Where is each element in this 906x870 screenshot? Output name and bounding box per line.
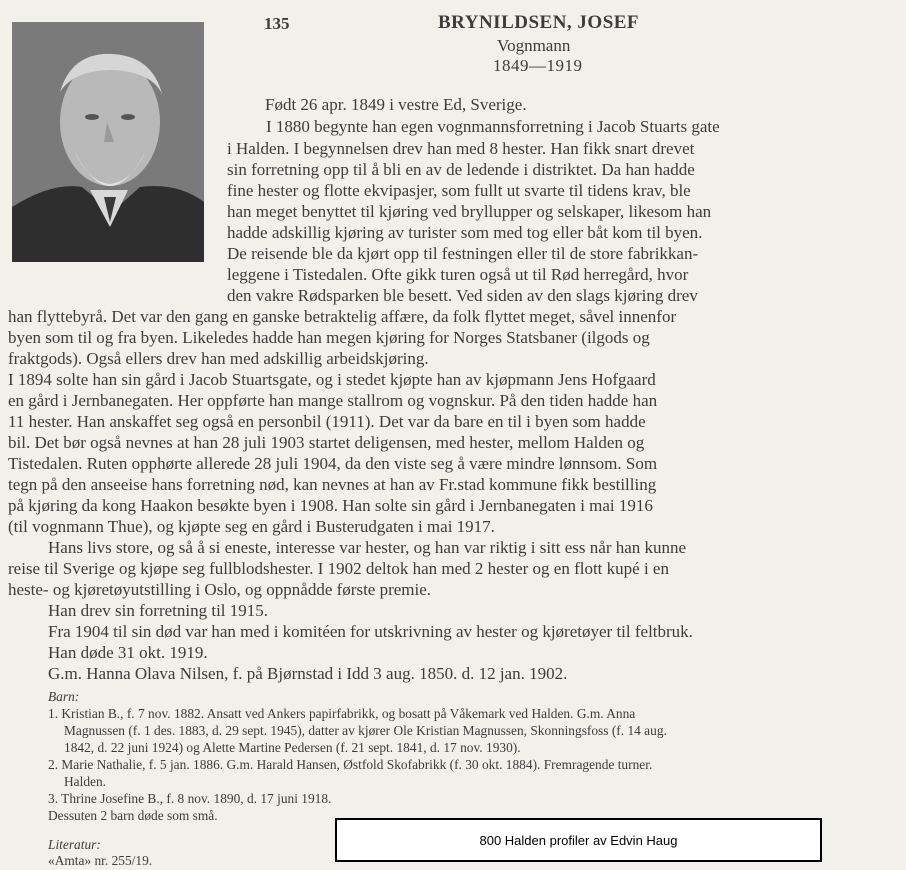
body-line: Født 26 apr. 1849 i vestre Ed, Sverige.	[265, 95, 527, 114]
body-line: på kjøring da kong Haakon besøkte byen i 1908. Han solte sin gård i Jernbanegaten i mai 1916	[8, 496, 653, 515]
child-line: 1. Kristian B., f. 7 nov. 1882. Ansatt ved Ankers papirfabrikk, og bosatt på Våkemark ved Halden. G.m. Anna	[48, 706, 636, 721]
body-line: en gård i Jernbanegaten. Her oppførte han mange stallrom og vognskur. På den tiden hadde han	[8, 391, 658, 410]
child-line: 2. Marie Nathalie, f. 5 jan. 1886. G.m. Harald Hansen, Østfold Skofabrikk (f. 30 okt. 1884). Fremragende turner.	[48, 757, 653, 772]
body-line: hadde adskillig kjøring av turister som med tog eller båt kom til byen.	[227, 223, 703, 242]
literature-heading: Literatur:	[48, 837, 101, 852]
body-line: fine hester og flotte ekvipasjer, som fullt ut svarte til tidens krav, ble	[227, 181, 691, 200]
person-name: BRYNILDSEN, JOSEF	[438, 12, 640, 33]
portrait-photo	[12, 22, 204, 262]
children-heading: Barn:	[48, 689, 80, 704]
body-line: han flyttebyrå. Det var den gang en ganske betraktelig affære, da folk flyttet meget, såvel innenfor	[8, 307, 677, 326]
occupation: Vognmann	[497, 36, 571, 55]
literature-source: «Amta» nr. 255/19.	[48, 853, 153, 868]
body-line: I 1894 solte han sin gård i Jacob Stuartsgate, og i stedet kjøpte han av kjøpmann Jens Hofgaard	[8, 370, 656, 389]
caption-box	[335, 818, 822, 862]
body-line: byen som til og fra byen. Likeledes hadde han megen kjøring for Norges Statsbaner (ilgods og	[8, 328, 650, 347]
body-line: tegn på den anseeise hans forretning nød, kan nevnes at han av Fr.stad kommune fikk bestilling	[8, 475, 657, 494]
body-line: De reisende ble da kjørt opp til festningen eller til de store fabrikkan-	[227, 244, 699, 263]
body-line: Hans livs store, og så å si eneste, interesse var hester, og han var riktig i sitt ess når han kunne	[48, 538, 687, 557]
body-line: i Halden. I begynnelsen drev han med 8 hester. Han fikk snart drevet	[227, 139, 695, 158]
page-number: 135	[264, 14, 290, 33]
body-line: bil. Det bør også nevnes at han 28 juli 1903 startet deligensen, med hester, mellom Halden og	[8, 433, 645, 452]
child-line: Dessuten 2 barn døde som små.	[48, 808, 218, 823]
body-line: leggene i Tistedalen. Ofte gikk turen også ut til Rød herregård, hvor	[227, 265, 689, 284]
body-line: Fra 1904 til sin død var han med i komitéen for utskrivning av hester og kjøretøyer til feltbruk.	[48, 622, 693, 641]
body-line: Han døde 31 okt. 1919.	[48, 643, 208, 662]
body-line: sin forretning opp til å bli en av de ledende i distriktet. Da han hadde	[227, 160, 695, 179]
body-line: Han drev sin forretning til 1915.	[48, 601, 269, 620]
caption-text: 800 Halden profiler av Edvin Haug	[479, 832, 678, 848]
body-line: fraktgods). Også ellers drev han med adskillig arbeidskjøring.	[8, 349, 429, 368]
child-line: Magnussen (f. 1 des. 1883, d. 29 sept. 1945), datter av kjører Ole Kristian Magnussen, Skonningsfoss (f. 14 aug.	[64, 723, 667, 738]
child-line: Halden.	[64, 774, 107, 789]
body-line: Tistedalen. Ruten opphørte allerede 28 juli 1904, da den viste seg å være mindre lønnsom. Som	[8, 454, 658, 473]
body-line: 11 hester. Han anskaffet seg også en personbil (1911). Det var da bare en til i byen som hadde	[8, 412, 646, 431]
body-line: reise til Sverige og kjøpe seg fullblodshester. I 1902 deltok han med 2 hester og en flott kupé i en	[8, 559, 669, 578]
body-line: den vakre Rødsparken ble besett. Ved siden av den slags kjøring drev	[227, 286, 698, 305]
life-years: 1849—1919	[493, 56, 583, 75]
child-line: 3. Thrine Josefine B., f. 8 nov. 1890, d. 17 juni 1918.	[48, 791, 332, 806]
portrait-illustration	[12, 22, 204, 262]
body-line: heste- og kjøretøyutstilling i Oslo, og oppnådde første premie.	[8, 580, 432, 599]
body-line: G.m. Hanna Olava Nilsen, f. på Bjørnstad i Idd 3 aug. 1850. d. 12 jan. 1902.	[48, 664, 568, 683]
child-line: 1842, d. 22 juni 1924) og Alette Martine Pedersen (f. 21 sept. 1841, d. 17 nov. 1930).	[64, 740, 521, 755]
body-line: (til vognmann Thue), og kjøpte seg en gård i Busterudgaten i mai 1917.	[8, 517, 495, 536]
body-line: han meget benyttet til kjøring ved bryllupper og selskaper, likesom han	[227, 202, 712, 221]
body-line: I 1880 begynte han egen vognmannsforretning i Jacob Stuarts gate	[266, 117, 720, 136]
